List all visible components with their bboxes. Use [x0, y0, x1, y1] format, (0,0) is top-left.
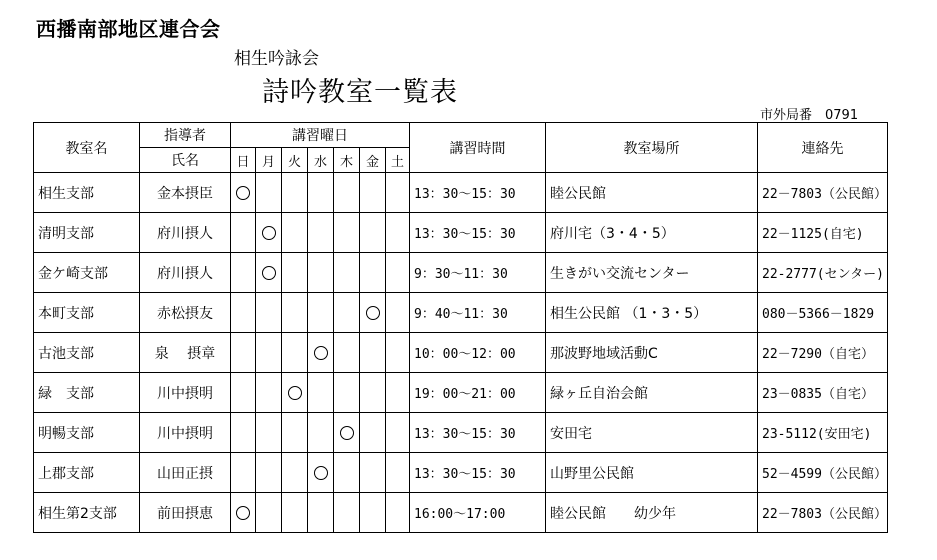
day-cell-sat — [386, 453, 410, 493]
day-cell-thu — [334, 373, 360, 413]
day-cell-sun — [231, 293, 256, 333]
classroom-name: 清明支部 — [34, 213, 140, 253]
day-cell-thu — [334, 213, 360, 253]
day-cell-fri — [360, 453, 386, 493]
col-header-instructor-name: 氏名 — [140, 148, 231, 173]
day-cell-tue — [282, 373, 308, 413]
day-cell-thu — [334, 493, 360, 533]
day-cell-thu — [334, 413, 360, 453]
col-header-day-sat: 土 — [386, 148, 410, 173]
day-cell-wed — [308, 173, 334, 213]
lesson-place: 緑ヶ丘自治会館 — [546, 373, 758, 413]
day-cell-tue — [282, 413, 308, 453]
day-cell-mon — [256, 253, 282, 293]
lesson-time: 19：00～21：00 — [410, 373, 546, 413]
day-cell-mon — [256, 213, 282, 253]
day-cell-sat — [386, 373, 410, 413]
contact-number: 23－0835（自宅） — [758, 373, 888, 413]
instructor-name: 府川摂人 — [140, 213, 231, 253]
instructor-name: 川中摂明 — [140, 413, 231, 453]
day-cell-sun — [231, 453, 256, 493]
col-header-place: 教室場所 — [546, 123, 758, 173]
day-cell-tue — [282, 253, 308, 293]
table-row — [34, 493, 888, 533]
lesson-time: 9：30～11：30 — [410, 253, 546, 293]
day-cell-thu — [334, 173, 360, 213]
day-cell-mon — [256, 413, 282, 453]
day-cell-wed — [308, 333, 334, 373]
day-cell-sat — [386, 213, 410, 253]
day-cell-sat — [386, 253, 410, 293]
page-title: 詩吟教室一覧表 — [262, 77, 458, 108]
table-row — [34, 213, 888, 253]
day-cell-fri — [360, 173, 386, 213]
lesson-place: 生きがい交流センター — [546, 253, 758, 293]
classroom-name: 明暢支部 — [34, 413, 140, 453]
day-mark-circle-icon — [262, 266, 276, 280]
day-cell-fri — [360, 213, 386, 253]
contact-number: 23-5112(安田宅) — [758, 413, 888, 453]
classroom-name: 金ケ崎支部 — [34, 253, 140, 293]
day-cell-thu — [334, 453, 360, 493]
day-cell-sat — [386, 413, 410, 453]
instructor-name: 前田摂恵 — [140, 493, 231, 533]
day-cell-thu — [334, 293, 360, 333]
day-cell-sat — [386, 293, 410, 333]
day-cell-wed — [308, 293, 334, 333]
day-cell-wed — [308, 493, 334, 533]
col-header-contact: 連絡先 — [758, 123, 888, 173]
day-cell-mon — [256, 453, 282, 493]
lesson-place: 那波野地域活動C — [546, 333, 758, 373]
lesson-time: 10：00～12：00 — [410, 333, 546, 373]
lesson-place: 睦公民館 — [546, 173, 758, 213]
day-cell-mon — [256, 333, 282, 373]
contact-number: 22－7290（自宅） — [758, 333, 888, 373]
association-name: 相生吟詠会 — [234, 49, 319, 69]
table-row — [34, 333, 888, 373]
day-cell-tue — [282, 173, 308, 213]
organization-name: 西播南部地区連合会 — [36, 17, 221, 41]
day-mark-circle-icon — [314, 346, 328, 360]
day-cell-fri — [360, 493, 386, 533]
day-cell-mon — [256, 373, 282, 413]
day-cell-mon — [256, 173, 282, 213]
contact-number: 22－1125(自宅) — [758, 213, 888, 253]
day-mark-circle-icon — [262, 226, 276, 240]
contact-number: 52－4599（公民館） — [758, 453, 888, 493]
instructor-name: 山田正摂 — [140, 453, 231, 493]
contact-number: 080－5366－1829 — [758, 293, 888, 333]
classroom-name: 古池支部 — [34, 333, 140, 373]
day-cell-thu — [334, 333, 360, 373]
day-mark-circle-icon — [340, 426, 354, 440]
classroom-name: 上郡支部 — [34, 453, 140, 493]
col-header-day-fri: 金 — [360, 148, 386, 173]
day-cell-sat — [386, 333, 410, 373]
col-header-time: 講習時間 — [410, 123, 546, 173]
contact-number: 22－7803（公民館） — [758, 493, 888, 533]
lesson-time: 13：30～15：30 — [410, 453, 546, 493]
day-cell-mon — [256, 493, 282, 533]
day-mark-circle-icon — [288, 386, 302, 400]
classroom-name: 相生支部 — [34, 173, 140, 213]
day-cell-sat — [386, 173, 410, 213]
instructor-name: 府川摂人 — [140, 253, 231, 293]
day-cell-thu — [334, 253, 360, 293]
day-cell-fri — [360, 253, 386, 293]
classroom-table — [33, 122, 888, 533]
day-cell-tue — [282, 293, 308, 333]
col-header-instructor: 指導者 — [140, 123, 231, 148]
day-cell-sun — [231, 373, 256, 413]
table-row — [34, 173, 888, 213]
lesson-time: 13：30～15：30 — [410, 213, 546, 253]
area-code: 市外局番 0791 — [760, 108, 859, 123]
table-row — [34, 373, 888, 413]
lesson-time: 13：30～15：30 — [410, 173, 546, 213]
day-cell-fri — [360, 293, 386, 333]
classroom-name: 本町支部 — [34, 293, 140, 333]
day-cell-wed — [308, 213, 334, 253]
col-header-day-tue: 火 — [282, 148, 308, 173]
instructor-name: 泉 摂章 — [140, 333, 231, 373]
table-row — [34, 453, 888, 493]
day-cell-sat — [386, 493, 410, 533]
day-cell-tue — [282, 333, 308, 373]
col-header-day-wed: 水 — [308, 148, 334, 173]
lesson-place: 府川宅（3・4・5） — [546, 213, 758, 253]
day-cell-wed — [308, 413, 334, 453]
col-header-day-sun: 日 — [231, 148, 256, 173]
lesson-time: 16:00～17:00 — [410, 493, 546, 533]
lesson-time: 13：30～15：30 — [410, 413, 546, 453]
classroom-name: 相生第2支部 — [34, 493, 140, 533]
day-cell-fri — [360, 373, 386, 413]
classroom-name: 緑 支部 — [34, 373, 140, 413]
day-cell-fri — [360, 333, 386, 373]
lesson-place: 相生公民館 （1・3・5） — [546, 293, 758, 333]
lesson-place: 安田宅 — [546, 413, 758, 453]
col-header-classroom: 教室名 — [34, 123, 140, 173]
day-cell-wed — [308, 253, 334, 293]
instructor-name: 川中摂明 — [140, 373, 231, 413]
col-header-day-thu: 木 — [334, 148, 360, 173]
day-mark-circle-icon — [236, 186, 250, 200]
instructor-name: 金本摂臣 — [140, 173, 231, 213]
day-cell-sun — [231, 253, 256, 293]
day-cell-tue — [282, 213, 308, 253]
lesson-place: 山野里公民館 — [546, 453, 758, 493]
day-cell-mon — [256, 293, 282, 333]
lesson-time: 9：40～11：30 — [410, 293, 546, 333]
table-row — [34, 293, 888, 333]
day-cell-sun — [231, 413, 256, 453]
col-header-day-mon: 月 — [256, 148, 282, 173]
day-cell-sun — [231, 173, 256, 213]
day-cell-tue — [282, 493, 308, 533]
contact-number: 22－7803（公民館） — [758, 173, 888, 213]
contact-number: 22-2777(センター) — [758, 253, 888, 293]
day-cell-sun — [231, 493, 256, 533]
day-mark-circle-icon — [236, 506, 250, 520]
table-row — [34, 253, 888, 293]
day-mark-circle-icon — [366, 306, 380, 320]
day-cell-wed — [308, 453, 334, 493]
day-cell-sun — [231, 333, 256, 373]
col-header-days: 講習曜日 — [231, 123, 410, 148]
day-mark-circle-icon — [314, 466, 328, 480]
day-cell-sun — [231, 213, 256, 253]
table-row — [34, 413, 888, 453]
lesson-place: 睦公民館 幼少年 — [546, 493, 758, 533]
day-cell-fri — [360, 413, 386, 453]
instructor-name: 赤松摂友 — [140, 293, 231, 333]
day-cell-tue — [282, 453, 308, 493]
day-cell-wed — [308, 373, 334, 413]
